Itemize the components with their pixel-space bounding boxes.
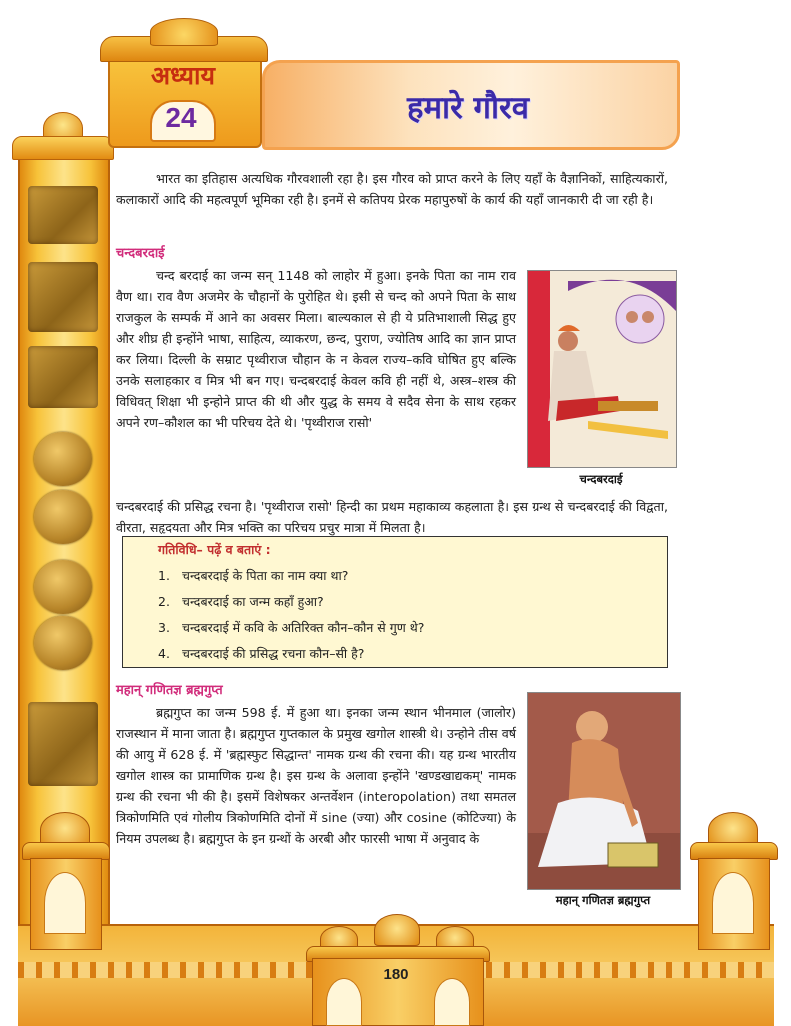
- badge-dome: [150, 18, 218, 46]
- question-number: 2.: [158, 594, 170, 609]
- question-number: 4.: [158, 646, 170, 661]
- gold-coin-image: [34, 616, 92, 670]
- question-number: 3.: [158, 620, 170, 635]
- question-number: 1.: [158, 568, 170, 583]
- chandbardai-caption: चन्दबरदाई: [579, 472, 623, 486]
- question-text: चन्दबरदाई के पिता का नाम क्या था?: [182, 568, 349, 583]
- center-arch-left: [326, 978, 362, 1026]
- intro-paragraph: भारत का इतिहास अत्यधिक गौरवशाली रहा है। इस गौरव को प्राप्त करने के लिए यहाँ के वैज्ञानिकों, साहित्यकारों, कलाकारों आदि की महत्वपूर्ण भूमिका रही है। इनमें से कतिपय प्रेरक महापुरुषों के कार्य की यहाँ जानकारी दी जा रही है।: [116, 171, 668, 207]
- gold-coin-image: [34, 560, 92, 614]
- question-item: [158, 593, 324, 610]
- section-heading-chandbardai: चन्दबरदाई: [116, 246, 165, 261]
- chandbardai-drawing: [528, 271, 676, 467]
- page-number: 180: [383, 966, 409, 983]
- chapter-number: 24: [165, 102, 197, 133]
- left-kiosk-arch: [44, 872, 86, 934]
- brahmagupta-drawing: [528, 693, 680, 889]
- chandbardai-paragraph-cont: चन्दबरदाई की प्रसिद्ध रचना है। 'पृथ्वीराज रासो' हिन्दी का प्रथम महाकाव्य कहलाता है। इस ग्रन्थ से चन्दबरदाई की विद्वता, वीरता, सहृदयता और मित्र भक्ति का परिचय प्रचुर मात्रा में मिलता है।: [116, 499, 668, 535]
- pillar-cap: [12, 136, 114, 160]
- seal-image: [28, 186, 98, 244]
- question-text: चन्दबरदाई में कवि के अतिरिक्त कौन–कौन से गुण थे?: [182, 620, 425, 635]
- activity-title: गतिविधि– पढ़ें व बताएं :: [158, 542, 271, 557]
- script-tablet-image: [28, 262, 98, 332]
- right-kiosk-arch: [712, 872, 754, 934]
- brahmagupta-illustration: [527, 692, 681, 890]
- brahmagupta-paragraph: ब्रह्मगुप्त का जन्म 598 ई. में हुआ था। इनका जन्म स्थान भीनमाल (जालोर) राजस्थान में माना जाता है। ब्रह्मगुप्त गुप्तकाल के प्रमुख खगोल शास्त्री थे। उन्होने तीस वर्ष की आयु में 628 ई. में 'ब्रह्मस्फुट सिद्धान्त' नामक ग्रन्थ की रचना की। यह ग्रन्थ भारतीय खगोल शास्त्र का प्रामाणिक ग्रन्थ है। इस ग्रन्थ के अलावा इन्होंने 'खण्डखाद्यकम्' नामक ग्रन्थ की रचना भी की है। इसमें विशेषकर अन्तर्वेशन (interopolation) तथा समतल त्रिकोणमिति एवं गोलीय त्रिकोणमिति दोनों में sine (ज्या) और cosine (कोटिज्या) के नियम उपलब्ध है। ब्रह्मगुप्त के इन ग्रन्थों के अरबी और फारसी भाषा में अनुवाद के: [116, 705, 516, 846]
- gold-coin-image: [34, 490, 92, 544]
- chapter-label: अध्याय: [151, 61, 215, 90]
- center-dome: [374, 914, 420, 946]
- question-text: चन्दबरदाई का जन्म कहाँ हुआ?: [182, 594, 324, 609]
- chandbardai-paragraph: चन्द बरदाई का जन्म सन् 1148 को लाहोर में हुआ। इनके पिता का नाम राव वैण था। राव वैण अजमेर के चौहानों के पुरोहित थे। इसी से चन्द को अपने पिता के साथ राजकुल के सम्पर्क में आने का अवसर मिला। बाल्यकाल से ही ये प्रतिभाशाली सिद्ध हुए और शीघ्र ही इन्होंने भाषा, साहित्य, व्याकरण, छन्द, पुराण, ज्योतिष आदि का ज्ञान प्राप्त कर लिया। दिल्ली के सम्राट पृथ्वीराज चौहान के न केवल राज्य–कवि घोषित हुए बल्कि उनके सलाहकार व मित्र भी बन गए। चन्दबरदाई केवल कवि ही नहीं थे, अस्त्र–शस्त्र की विधिवत् शिक्षा भी इन्होने प्राप्त की थी और युद्ध के समय वे सदैव सेना के साथ रहकर अपने रण–कौशल का भी परिचय देते थे। 'पृथ्वीराज रासो': [116, 268, 516, 430]
- question-item: [158, 645, 364, 662]
- carving-image: [28, 346, 98, 408]
- sculpture-image: [28, 702, 98, 786]
- question-item: [158, 567, 348, 584]
- chandbardai-illustration: [527, 270, 677, 468]
- section-heading-brahmagupta: महान् गणितज्ञ ब्रह्मगुप्त: [116, 683, 223, 698]
- gold-coin-image: [34, 432, 92, 486]
- question-item: [158, 619, 424, 636]
- question-text: चन्दबरदाई की प्रसिद्ध रचना कौन–सी है?: [182, 646, 365, 661]
- center-arch-right: [434, 978, 470, 1026]
- brahmagupta-caption: महान् गणितज्ञ ब्रह्मगुप्त: [555, 893, 651, 907]
- page-title: हमारे गौरव: [407, 90, 529, 126]
